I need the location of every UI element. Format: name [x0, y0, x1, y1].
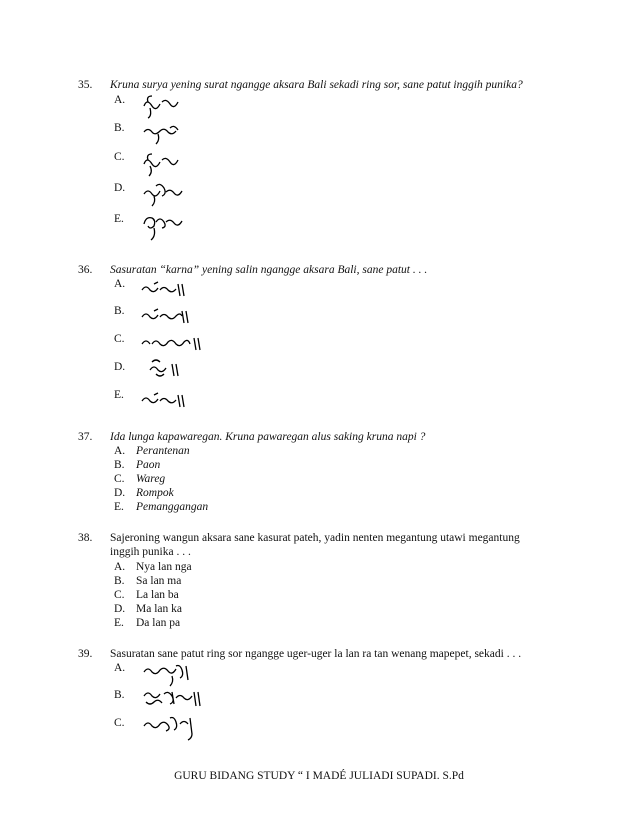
option-35-b[interactable]: [114, 121, 136, 135]
option-letter: B.: [114, 689, 125, 701]
option-letter: C.: [114, 717, 125, 729]
option-text: Sa lan ma: [136, 575, 182, 587]
question-number: 36.: [78, 264, 93, 276]
option-text: Rompok: [136, 487, 174, 499]
question-number: 39.: [78, 648, 93, 660]
option-letter: C.: [114, 589, 125, 601]
option-letter: E.: [114, 389, 124, 401]
option-35-d[interactable]: [114, 181, 136, 195]
balinese-script-glyph: [140, 391, 186, 417]
option-36-a[interactable]: [114, 277, 136, 291]
balinese-script-glyph: [142, 122, 184, 148]
option-letter: E.: [114, 617, 124, 629]
option-35-e[interactable]: [114, 212, 136, 226]
question-number: 35.: [78, 79, 93, 91]
option-text: Paon: [136, 459, 161, 471]
balinese-script-glyph: [142, 688, 204, 714]
option-35-c[interactable]: [114, 150, 136, 164]
balinese-script-glyph: [142, 212, 184, 238]
question-number: 38.: [78, 532, 93, 544]
option-39-a[interactable]: [114, 661, 136, 675]
option-text: La lan ba: [136, 589, 179, 601]
option-letter: C.: [114, 473, 125, 485]
option-letter: B.: [114, 122, 125, 134]
option-letter: D.: [114, 603, 126, 615]
option-letter: A.: [114, 94, 126, 106]
option-38-d[interactable]: [114, 602, 182, 616]
option-letter: B.: [114, 459, 125, 471]
question-text: Ida lunga kapawaregan. Kruna pawaregan alus saking kruna napi ?: [110, 431, 426, 443]
balinese-script-glyph: [142, 714, 198, 740]
option-text: Pemanggangan: [136, 501, 209, 513]
option-letter: B.: [114, 305, 125, 317]
option-37-a[interactable]: [114, 444, 190, 458]
option-letter: A.: [114, 662, 126, 674]
question-text: Kruna surya yening surat ngangge aksara Bali sekadi ring sor, sane patut inggih punika?: [110, 79, 523, 91]
balinese-script-glyph: [140, 280, 186, 306]
option-35-a[interactable]: [114, 93, 136, 107]
option-39-c[interactable]: [114, 716, 136, 730]
balinese-script-glyph: [140, 307, 190, 333]
option-38-a[interactable]: [114, 560, 192, 574]
option-text: Wareg: [136, 473, 166, 485]
balinese-script-glyph: [142, 182, 184, 208]
option-38-e[interactable]: [114, 616, 180, 630]
question-number: 37.: [78, 431, 93, 443]
option-letter: C.: [114, 151, 125, 163]
option-37-e[interactable]: [114, 500, 208, 514]
balinese-script-glyph: [142, 152, 182, 178]
option-letter: D.: [114, 182, 126, 194]
balinese-script-glyph: [142, 662, 194, 688]
option-letter: C.: [114, 333, 125, 345]
option-letter: A.: [114, 445, 126, 457]
option-letter: E.: [114, 501, 124, 513]
option-letter: D.: [114, 487, 126, 499]
option-letter: A.: [114, 561, 126, 573]
option-39-b[interactable]: [114, 688, 136, 702]
option-letter: E.: [114, 213, 124, 225]
option-text: Da lan pa: [136, 617, 181, 629]
option-37-c[interactable]: [114, 472, 165, 486]
option-letter: B.: [114, 575, 125, 587]
option-text: Nya lan nga: [136, 561, 192, 573]
question-text: Sasuratan “karna” yening salin ngangge aksara Bali, sane patut . . .: [110, 264, 428, 276]
balinese-script-glyph: [148, 356, 184, 382]
option-text: Ma lan ka: [136, 603, 182, 615]
question-text: inggih punika . . .: [110, 546, 191, 558]
option-letter: D.: [114, 361, 126, 373]
option-36-e[interactable]: [114, 388, 136, 402]
option-38-b[interactable]: [114, 574, 181, 588]
option-37-b[interactable]: [114, 458, 160, 472]
option-36-d[interactable]: [114, 360, 136, 374]
question-text: Sajeroning wangun aksara sane kasurat pateh, yadin nenten megantung utawi megantung: [110, 532, 520, 544]
question-text: Sasuratan sane patut ring sor ngangge uger-uger la lan ra tan wenang mapepet, sekadi . . .: [110, 648, 522, 660]
option-letter: A.: [114, 278, 126, 290]
balinese-script-glyph: [142, 94, 182, 120]
option-38-c[interactable]: [114, 588, 179, 602]
option-text: Perantenan: [136, 445, 190, 457]
page-footer: GURU BIDANG STUDY “ I MADÉ JULIADI SUPADI. S.Pd: [174, 770, 464, 782]
option-36-c[interactable]: [114, 332, 136, 346]
option-37-d[interactable]: [114, 486, 174, 500]
option-36-b[interactable]: [114, 304, 136, 318]
